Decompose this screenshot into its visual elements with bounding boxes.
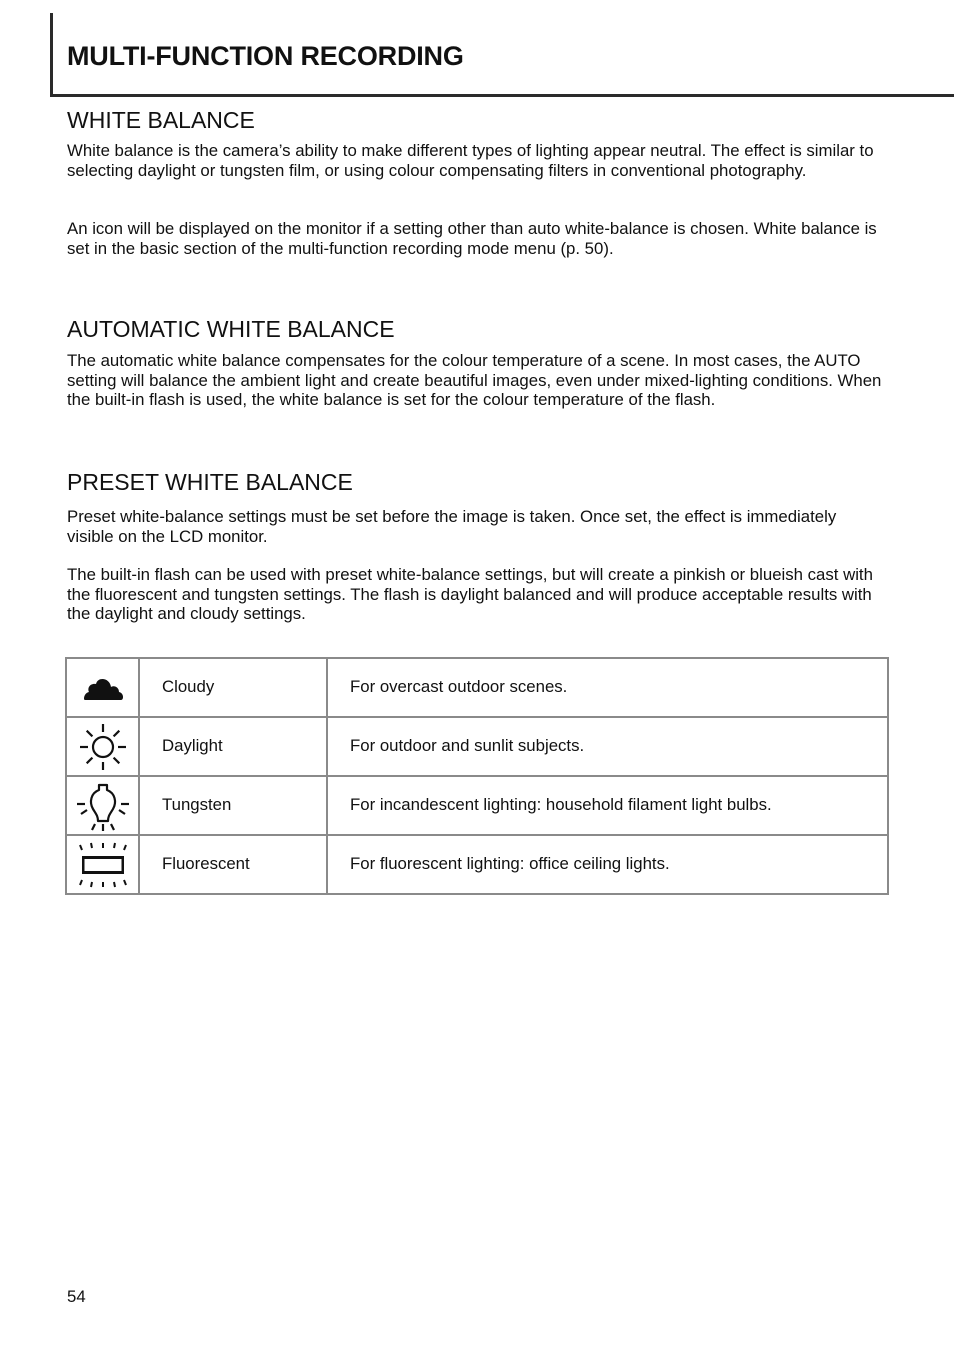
section-heading-preset-white-balance: PRESET WHITE BALANCE <box>67 469 353 495</box>
icon-cell <box>66 835 139 894</box>
preset-description-cell: For outdoor and sunlit subjects. <box>327 717 888 776</box>
fluorescent-icon <box>67 840 138 890</box>
section-heading-white-balance: WHITE BALANCE <box>67 107 255 133</box>
preset-name-cell: Cloudy <box>139 658 327 717</box>
preset-description-cell: For incandescent lighting: household filament light bulbs. <box>327 776 888 835</box>
table-row-cloudy <box>66 658 888 717</box>
table-row-fluorescent <box>66 835 888 894</box>
preset-name-cell: Fluorescent <box>139 835 327 894</box>
preset-name-cell: Tungsten <box>139 776 327 835</box>
cloudy-icon <box>67 671 138 705</box>
paragraph-white-balance-intro: White balance is the camera’s ability to make different types of lighting appear neutral. The effect is similar to selecting daylight or tungsten film, or using colour compensating filters in conventional photography. <box>67 141 874 180</box>
paragraph-preset-flash: The built-in flash can be used with preset white-balance settings, but will create a pinkish or blueish cast with the fluorescent and tungsten settings. The flash is daylight balanced and will produce acceptable results with the daylight and cloudy settings. <box>67 565 873 623</box>
paragraph-white-balance-icon: An icon will be displayed on the monitor if a setting other than auto white-balance is chosen. White balance is set in the basic section of the multi-function recording mode menu (p. 50). <box>67 219 877 258</box>
table-row-tungsten <box>66 776 888 835</box>
table-row-daylight <box>66 717 888 776</box>
paragraph-preset-settings: Preset white-balance settings must be set before the image is taken. Once set, the effect is immediately visible on the LCD monitor. <box>67 507 837 546</box>
preset-white-balance-table <box>65 657 889 895</box>
preset-name-cell: Daylight <box>139 717 327 776</box>
daylight-icon <box>67 722 138 772</box>
preset-description-cell: For fluorescent lighting: office ceiling lights. <box>327 835 888 894</box>
header-horizontal-rule <box>50 94 954 97</box>
page-number: 54 <box>67 1287 86 1306</box>
section-heading-automatic-white-balance: AUTOMATIC WHITE BALANCE <box>67 316 395 342</box>
header-vertical-rule <box>50 13 53 97</box>
paragraph-automatic-white-balance: The automatic white balance compensates for the colour temperature of a scene. In most cases, the AUTO setting will balance the ambient light and create beautiful images, even under mixed-lighting conditions. When the built-in flash is used, the white balance is set for the colour temperature of the flash. <box>67 351 882 409</box>
icon-cell <box>66 717 139 776</box>
icon-cell <box>66 658 139 717</box>
icon-cell <box>66 776 139 835</box>
preset-description-cell: For overcast outdoor scenes. <box>327 658 888 717</box>
tungsten-icon <box>67 780 138 832</box>
page-title: MULTI-FUNCTION RECORDING <box>67 41 464 71</box>
